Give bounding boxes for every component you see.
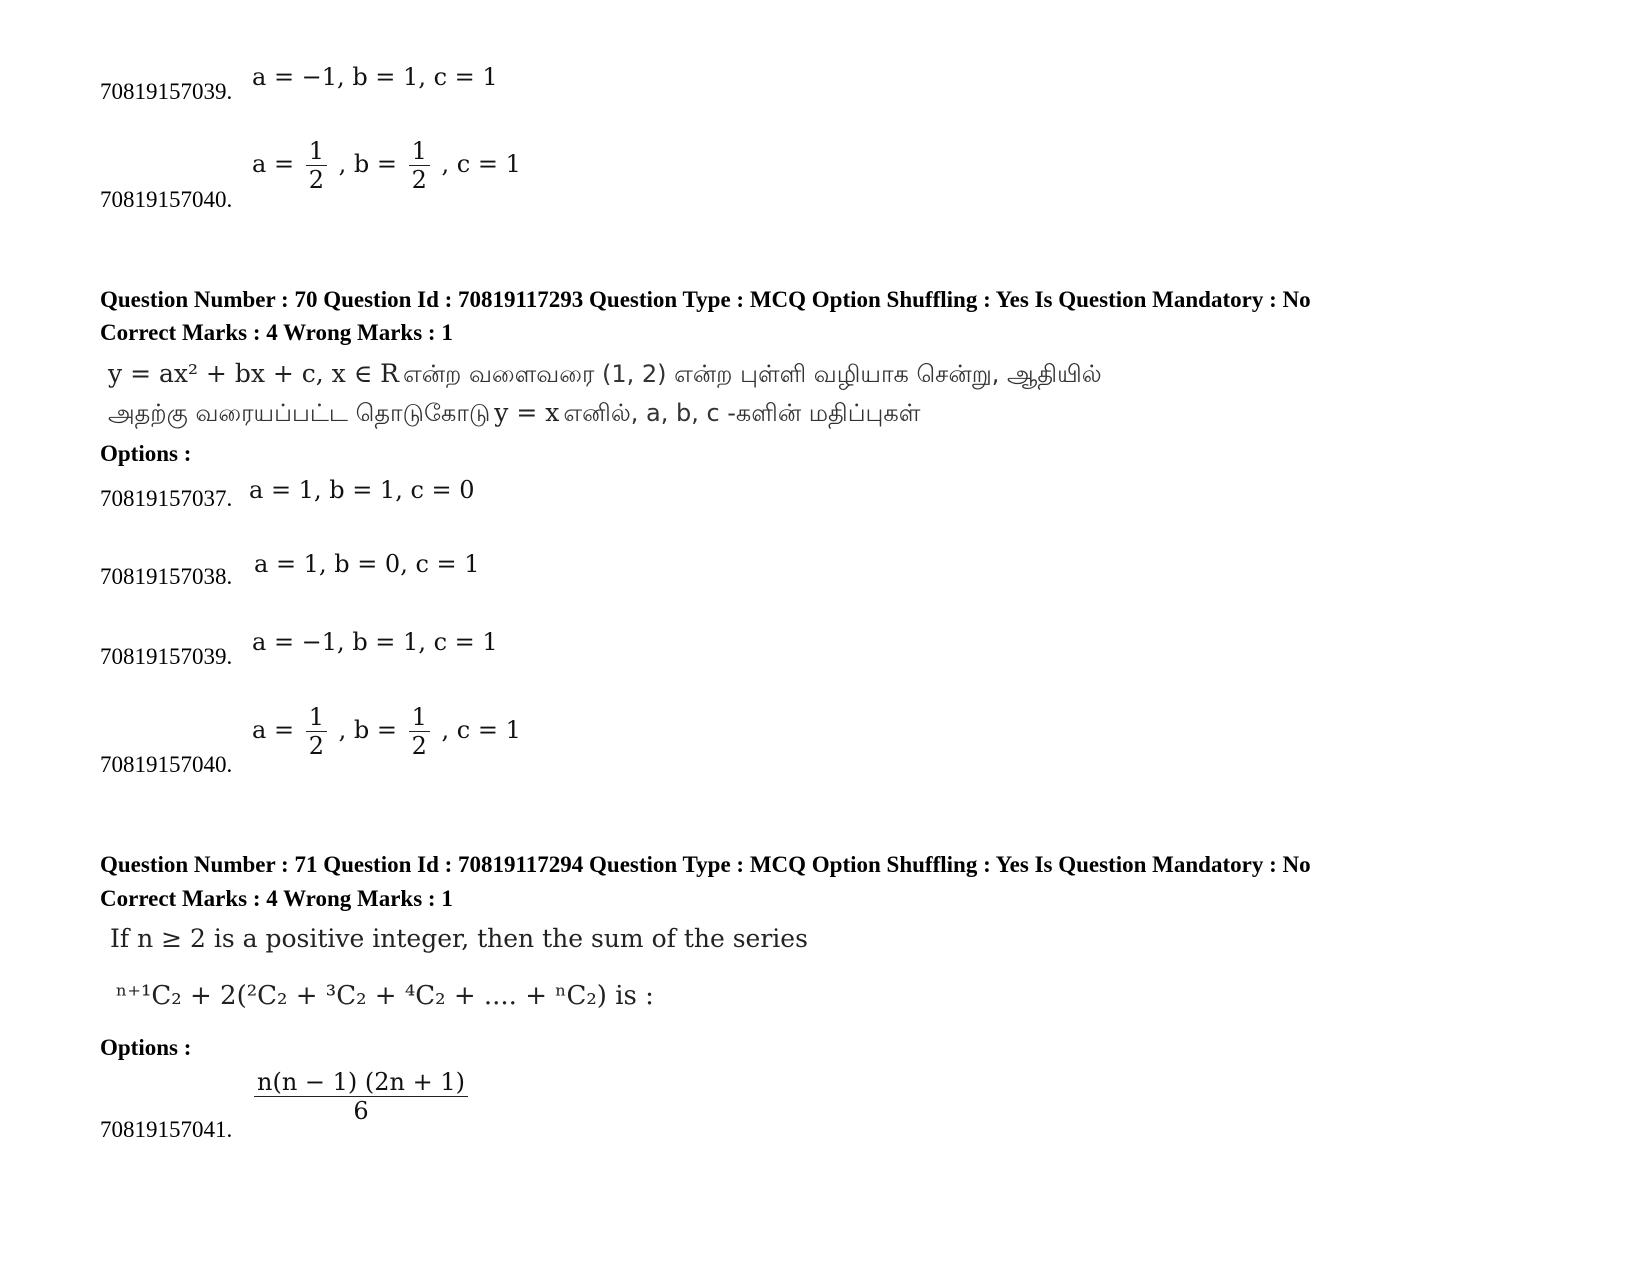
question-text-line-2: ⁿ⁺¹C₂ + 2(²C₂ + ³C₂ + ⁴C₂ + .... + ⁿC₂) is : <box>116 981 654 1011</box>
option-text: a = 1, b = 1, c = 0 <box>249 476 475 504</box>
question-text-line-2 <box>108 395 920 435</box>
question-math: y = ax² + bx + c, x ∈ R <box>108 359 399 388</box>
option-part: a = <box>252 716 295 744</box>
question-header: Question Number : 71 Question Id : 70819117294 Question Type : MCQ Option Shuffling : Yes Is Question Mandatory : No <box>100 852 1311 877</box>
option-text: a = −1, b = 1, c = 1 <box>252 628 498 656</box>
question-text-line-1: If n ≥ 2 is a positive integer, then the sum of the series <box>110 924 808 953</box>
option-fraction-text <box>254 1068 468 1125</box>
option-id: 70819157037. <box>100 486 233 511</box>
fraction-num: 1 <box>409 703 430 732</box>
fraction <box>409 703 430 760</box>
fraction-den: 2 <box>308 732 324 760</box>
option-id: 70819157039. <box>100 79 233 104</box>
option-part: , b = <box>338 716 397 744</box>
option-part: , c = 1 <box>441 150 521 178</box>
option-text: a = −1, b = 1, c = 1 <box>252 63 498 91</box>
question-header: Question Number : 70 Question Id : 70819117293 Question Type : MCQ Option Shuffling : Yes Is Question Mandatory : No <box>100 287 1311 312</box>
question-marks: Correct Marks : 4 Wrong Marks : 1 <box>100 320 453 345</box>
fraction <box>409 137 430 194</box>
question-tamil: எனில், a, b, c -களின் மதிப்புகள் <box>563 399 921 427</box>
fraction-den: 2 <box>308 166 324 194</box>
fraction <box>306 703 327 760</box>
option-fraction-text <box>252 137 521 194</box>
option-part: , b = <box>338 150 397 178</box>
question-tamil: என்ற வளைவரை (1, 2) என்ற புள்ளி வழியாக சென்று, ஆதியில் <box>403 360 1102 388</box>
fraction <box>254 1068 468 1125</box>
options-label: Options : <box>100 1035 192 1060</box>
option-text: a = 1, b = 0, c = 1 <box>254 550 480 578</box>
option-id: 70819157040. <box>100 187 233 212</box>
options-label: Options : <box>100 441 192 466</box>
option-id: 70819157039. <box>100 644 233 669</box>
fraction-num: 1 <box>306 137 327 166</box>
question-marks: Correct Marks : 4 Wrong Marks : 1 <box>100 886 453 911</box>
fraction-num: 1 <box>306 703 327 732</box>
question-text-line-1 <box>108 356 1102 396</box>
fraction-den: 6 <box>353 1097 369 1125</box>
option-part: a = <box>252 150 295 178</box>
fraction-den: 2 <box>411 732 427 760</box>
fraction-num: 1 <box>409 137 430 166</box>
option-fraction-text <box>252 703 521 760</box>
fraction-num: n(n − 1) (2n + 1) <box>254 1068 468 1097</box>
option-part: , c = 1 <box>441 716 521 744</box>
option-id: 70819157040. <box>100 752 233 777</box>
option-id: 70819157038. <box>100 564 233 589</box>
question-math: y = x <box>494 398 560 427</box>
question-tamil: அதற்கு வரையப்பட்ட தொடுகோடு <box>108 399 491 427</box>
fraction <box>306 137 327 194</box>
fraction-den: 2 <box>411 166 427 194</box>
option-id: 70819157041. <box>100 1117 233 1142</box>
